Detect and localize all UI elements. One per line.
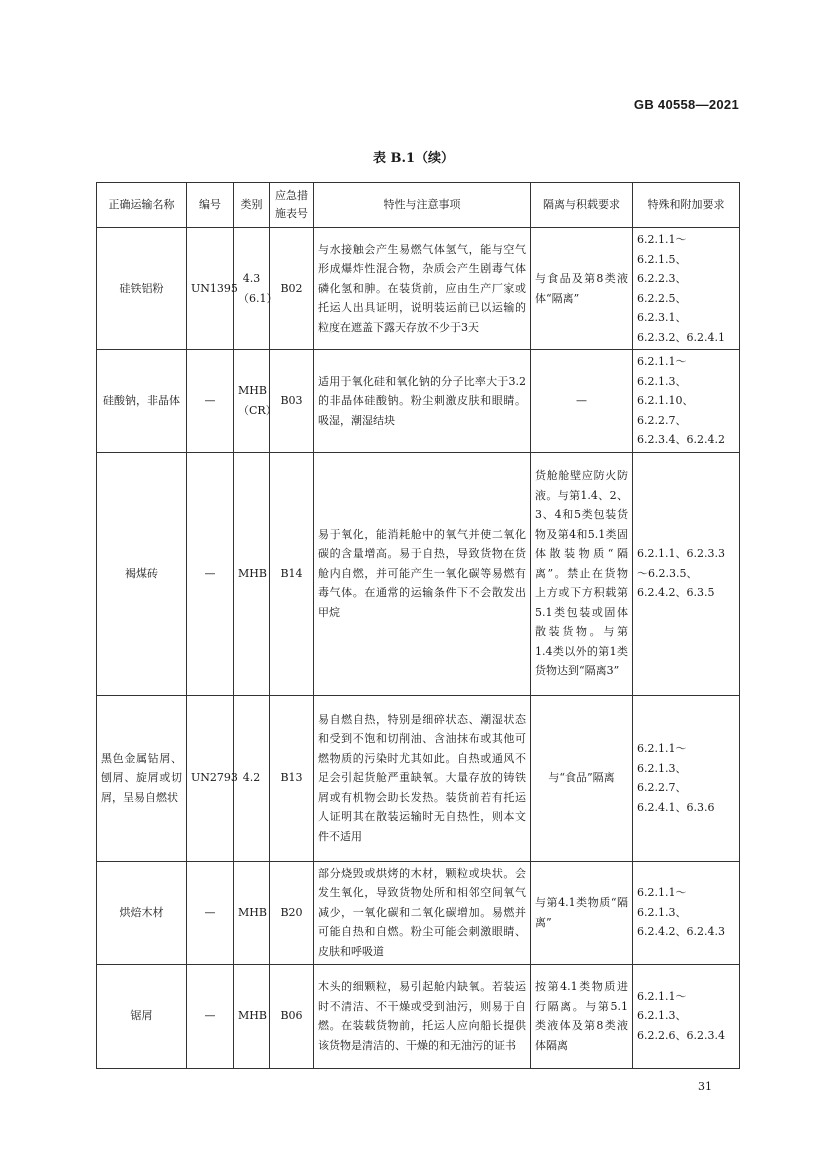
- col-header-properties: 特性与注意事项: [314, 183, 531, 228]
- cell-number: UN1395: [187, 228, 234, 350]
- cell-ems: B14: [270, 452, 314, 695]
- cell-special: 6.2.1.1～6.2.1.3、6.2.1.10、6.2.2.7、6.2.3.4、6.2.4.2: [633, 350, 740, 453]
- table-row: [97, 452, 740, 695]
- table-row: [97, 228, 740, 350]
- table-row: [97, 350, 740, 453]
- cell-number: —: [187, 964, 234, 1068]
- cell-segregation: 与“食品”隔离: [531, 695, 633, 861]
- cell-segregation: 货舱舱壁应防火防液。与第1.4、2、3、4和5类包装货物及第4和5.1类固体散装物质“隔离”。禁止在货物上方或下方积载第5.1类包装或固体散装货物。与第1.4类以外的第1类货物达到“隔离3”: [531, 452, 633, 695]
- table-row: [97, 695, 740, 861]
- cell-ems: B20: [270, 861, 314, 964]
- cell-special: 6.2.1.1、6.2.3.3～6.2.3.5、6.2.4.2、6.3.5: [633, 452, 740, 695]
- cell-class: MHB: [234, 861, 270, 964]
- cell-number: —: [187, 350, 234, 453]
- cell-ems: B06: [270, 964, 314, 1068]
- cell-name: 硅铁铝粉: [97, 228, 187, 350]
- standard-code: GB 40558—2021: [633, 97, 739, 112]
- cell-segregation: —: [531, 350, 633, 453]
- cell-properties: 易于氧化，能消耗舱中的氧气并使二氧化碳的含量增高。易于自热，导致货物在货舱内自燃，并可能产生一氧化碳等易燃有毒气体。在通常的运输条件下不会散发出甲烷: [314, 452, 531, 695]
- cell-special: 6.2.1.1～6.2.1.3、6.2.2.6、6.2.3.4: [633, 964, 740, 1068]
- page-number: 31: [698, 1080, 712, 1093]
- table-title: 表 B.1（续）: [372, 151, 455, 166]
- col-header-number: 编号: [187, 183, 234, 228]
- cell-properties: 部分烧毁或烘烤的木材，颗粒或块状。会发生氧化，导致货物处所和相邻空间氧气减少，一氧化碳和二氧化碳增加。易燃并可能自热和自燃。粉尘可能会刺激眼睛、皮肤和呼吸道: [314, 861, 531, 964]
- cell-class: 4.2: [234, 695, 270, 861]
- cell-name: 硅酸钠，非晶体: [97, 350, 187, 453]
- cell-class: 4.3（6.1）: [234, 228, 270, 350]
- cell-ems: B02: [270, 228, 314, 350]
- col-header-name: 正确运输名称: [97, 183, 187, 228]
- dangerous-goods-table: [96, 182, 740, 1069]
- cell-number: UN2793: [187, 695, 234, 861]
- cell-properties: 木头的细颗粒，易引起舱内缺氧。若装运时不清洁、不干燥或受到油污，则易于自燃。在装载货物前，托运人应向船长提供该货物是清洁的、干燥的和无油污的证书: [314, 964, 531, 1068]
- col-header-special: 特殊和附加要求: [633, 183, 740, 228]
- cell-segregation: 与第4.1类物质“隔离”: [531, 861, 633, 964]
- cell-name: 锯屑: [97, 964, 187, 1068]
- cell-special: 6.2.1.1～6.2.1.3、6.2.2.7、6.2.4.1、6.3.6: [633, 695, 740, 861]
- table-row: [97, 964, 740, 1068]
- col-header-class: 类别: [234, 183, 270, 228]
- cell-name: 褐煤砖: [97, 452, 187, 695]
- cell-number: —: [187, 861, 234, 964]
- cell-ems: B03: [270, 350, 314, 453]
- cell-class: MHB: [234, 964, 270, 1068]
- col-header-segregation: 隔离与积载要求: [531, 183, 633, 228]
- cell-special: 6.2.1.1～6.2.1.5、6.2.2.3、6.2.2.5、6.2.3.1、6.2.3.2、6.2.4.1: [633, 228, 740, 350]
- cell-ems: B13: [270, 695, 314, 861]
- cell-special: 6.2.1.1～6.2.1.3、6.2.4.2、6.2.4.3: [633, 861, 740, 964]
- col-header-ems: 应急措施表号: [270, 183, 314, 228]
- table-row: [97, 861, 740, 964]
- cell-name: 黑色金属钻屑、刨屑、旋屑或切屑，呈易自燃状: [97, 695, 187, 861]
- cell-class: MHB: [234, 452, 270, 695]
- cell-class: MHB（CR）: [234, 350, 270, 453]
- cell-number: —: [187, 452, 234, 695]
- cell-properties: 与水接触会产生易燃气体氢气，能与空气形成爆炸性混合物，杂质会产生剧毒气体磷化氢和胂。在装货前，应由生产厂家或托运人出具证明，说明装运前已以运输的粒度在遮盖下露天存放不少于3天: [314, 228, 531, 350]
- cell-segregation: 按第4.1类物质进行隔离。与第5.1类液体及第8类液体隔离: [531, 964, 633, 1068]
- cell-name: 烘焙木材: [97, 861, 187, 964]
- cell-segregation: 与食品及第8类液体“隔离”: [531, 228, 633, 350]
- cell-properties: 适用于氧化硅和氧化钠的分子比率大于3.2的非晶体硅酸钠。粉尘刺激皮肤和眼睛。吸湿，潮湿结块: [314, 350, 531, 453]
- cell-properties: 易自燃自热，特别是细碎状态、潮湿状态和受到不饱和切削油、含油抹布或其他可燃物质的污染时尤其如此。自热或通风不足会引起货舱严重缺氧。大量存放的铸铁屑或有机物会助长发热。装货前若有托运人证明其在散装运输时无自热性，则本文件不适用: [314, 695, 531, 861]
- table-header-row: [97, 183, 740, 228]
